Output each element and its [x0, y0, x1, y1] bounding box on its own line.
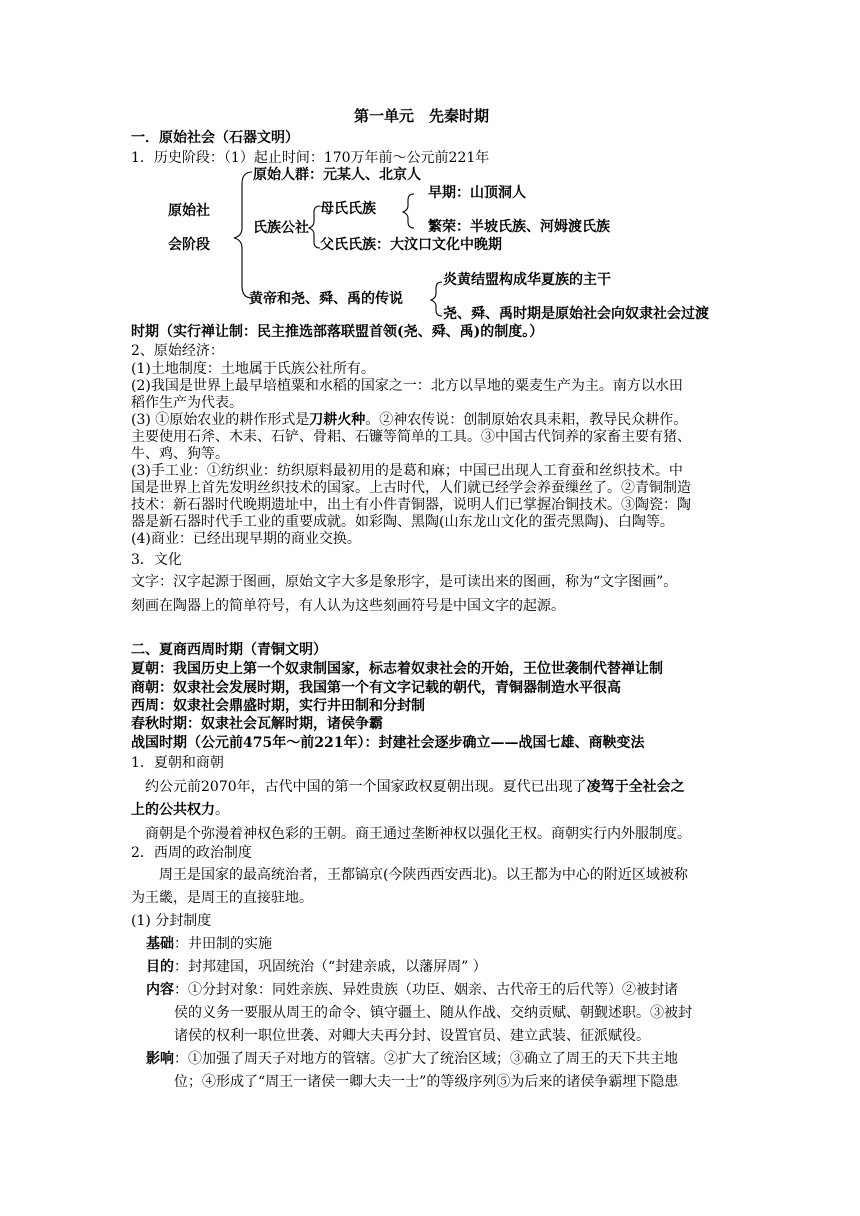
zhanguo-summary: 战国时期（公元前475年～前221年）：封建社会逐步确立——战国七雄、商鞅变法 — [131, 735, 645, 751]
economy-p4c: 技术：新石器时代晚期遗址中，出土有小件青铜器，说明人们已掌握冶铜技术。③陶瓷：陶 — [131, 497, 691, 513]
fief-basis — [146, 935, 272, 953]
culture-line-2: 刻画在陶器上的简单符号，有人认为这些刻画符号是中国文字的起源。 — [131, 598, 565, 614]
tree-abdication: 时期（实行禅让制：民主推选部落联盟首领(尧、舜、禹)的制度。） — [131, 324, 544, 340]
xia-shang-p1-bold2: 上的公共权力 — [131, 802, 215, 818]
tree-prosperous: 繁荣：半坡氏族、河姆渡氏族 — [428, 219, 610, 235]
culture-heading: 3．文化 — [131, 552, 182, 568]
culture-line-1: 文字：汉字起源于图画，原始文字大多是象形字，是可读出来的图画，称为“文字图画”。 — [131, 574, 678, 590]
fief-impact-2: 位；④形成了“周王一诸侯一卿大夫一士”的等级序列⑤为后来的诸侯争霸埋下隐患 — [174, 1074, 679, 1090]
economy-p3c: 牛、鸡、狗等。 — [131, 446, 229, 462]
economy-p5: (4)商业：已经出现早期的商业交换。 — [131, 531, 361, 547]
fief-content-1 — [146, 981, 678, 999]
fief-purpose — [146, 958, 487, 976]
fief-content-3: 诸侯的权利一职位世袭、对卿大夫再分封、设置官员、建立武装、征派赋役。 — [174, 1028, 650, 1044]
fief-impact-text-1: ：①加强了周天子对地方的管辖。②扩大了统治区域；③确立了周王的天下共主地 — [174, 1051, 678, 1067]
economy-p1: (1)土地制度：土地属于氏族公社所有。 — [131, 361, 375, 377]
economy-p4a: (3)手工业：①纺织业：纺织原料最初用的是葛和麻；中国已出现人工育蚕和丝织技术。中 — [131, 463, 683, 479]
economy-p3a — [131, 411, 687, 429]
section-heading-primitive: 一．原始社会（石器文明） — [131, 130, 299, 146]
fief-purpose-label: 目的 — [146, 959, 174, 975]
xia-summary: 夏朝：我国历史上第一个奴隶制国家，标志着奴隶社会的开始，王位世袭制代替禅让制 — [131, 661, 663, 677]
zhou-politics-heading: 2．西周的政治制度 — [131, 845, 252, 861]
fief-basis-label: 基础 — [146, 936, 174, 952]
stage-line: 1．历史阶段：（1）起止时间：170万年前～公元前221年 — [131, 150, 490, 166]
tree-clan-commune: 氏族公社 — [253, 220, 309, 236]
fief-purpose-text: ：封邦建国，巩固统治（“封建亲戚，以藩屏周” ） — [174, 959, 487, 975]
brace-shizu — [309, 206, 320, 248]
economy-heading: 2、原始经济： — [131, 343, 224, 359]
fief-content-2: 侯的义务一要服从周王的命令、镇守疆土、随从作战、交纳贡赋、朝觐述职。③被封 — [174, 1005, 692, 1021]
fief-impact-label: 影响 — [146, 1051, 174, 1067]
xia-shang-p1-post: 。 — [215, 802, 229, 818]
economy-p4b: 国是世界上首先发明丝织技术的国家。上古时代，人们就已经学会养蚕缫丝了。②青铜制造 — [131, 480, 691, 496]
fief-heading: (1) 分封制度 — [131, 913, 212, 929]
xia-shang-p1-pre: 约公元前2070年，古代中国的第一个国家政权夏朝出现。夏代已出现了 — [145, 779, 587, 795]
economy-p3a-bold: 刀耕火种 — [309, 412, 366, 428]
tree-yanhuang: 炎黄结盟构成华夏族的主干 — [443, 272, 611, 288]
zhou-politics-p2: 为王畿，是周王的直接驻地。 — [131, 890, 313, 906]
brace-muxi — [403, 194, 414, 228]
fief-content-label: 内容 — [146, 982, 174, 998]
section-heading-bronze: 二、夏商西周时期（青铜文明） — [131, 642, 327, 658]
economy-p2a: (2)我国是世界上最早培植粟和水稻的国家之一：北方以旱地的粟麦生产为主。南方以水田 — [131, 378, 683, 394]
xia-shang-p1-bold: 凌驾于全社会之 — [586, 779, 685, 795]
fief-impact-1 — [146, 1050, 678, 1068]
economy-p4d: 器是新石器时代手工业的重要成就。如彩陶、黑陶(山东龙山文化的蛋壳黑陶)、白陶等。 — [131, 514, 674, 530]
chunqiu-summary: 春秋时期：奴隶社会瓦解时期，诸侯争霸 — [131, 716, 383, 732]
tree-primitive-group: 原始人群：元某人、北京人 — [253, 167, 421, 183]
tree-matriarchal: 母氏氏族 — [320, 201, 376, 217]
xia-shang-p1 — [145, 778, 685, 796]
fief-content-text-1: ：①分封对象：同姓亲族、异姓贵族（功臣、姻亲、古代帝王的后代等）②被封诸 — [174, 982, 678, 998]
shang-summary: 商朝：奴隶社会发展时期，我国第一个有文字记载的朝代，青铜器制造水平很高 — [131, 680, 621, 696]
economy-p3b: 主要使用石斧、木耒、石铲、骨耜、石镰等简单的工具。③中国古代饲养的家畜主要有猪、 — [131, 429, 691, 445]
xia-shang-p1-cont — [131, 801, 229, 819]
page-title: 第一单元 先秦时期 — [354, 107, 490, 125]
economy-p2b: 稻作生产为代表。 — [131, 395, 243, 411]
brace-legend — [431, 282, 442, 316]
tree-root-1: 原始社 — [168, 203, 210, 219]
economy-p3a-post: 。②神农传说：创制原始农具耒耜，教导民众耕作。 — [365, 412, 688, 428]
xia-shang-p2: 商朝是个弥漫着神权色彩的王朝。商王通过垄断神权以强化王权。商朝实行内外服制度。 — [145, 826, 691, 842]
tree-yao-shun-yu: 尧、舜、禹时期是原始社会向奴隶社会过渡 — [443, 306, 709, 322]
fief-basis-text: ：井田制的实施 — [174, 936, 272, 952]
xizhou-summary: 西周：奴隶社会鼎盛时期，实行井田制和分封制 — [131, 698, 425, 714]
tree-early: 早期：山顶洞人 — [428, 185, 526, 201]
zhou-politics-p1: 周王是国家的最高统治者，王都镐京(今陕西西安西北)。以王都为中心的附近区域被称 — [159, 867, 688, 883]
brace-root — [234, 172, 252, 298]
economy-p3a-pre: (3) ①原始农业的耕作形式是 — [131, 412, 310, 428]
tree-patriarchal: 父氏氏族：大汶口文化中晚期 — [320, 237, 502, 253]
xia-shang-heading: 1．夏朝和商朝 — [131, 755, 224, 771]
tree-root-2: 会阶段 — [168, 237, 210, 253]
tree-legends: 黄帝和尧、舜、禹的传说 — [249, 291, 403, 307]
